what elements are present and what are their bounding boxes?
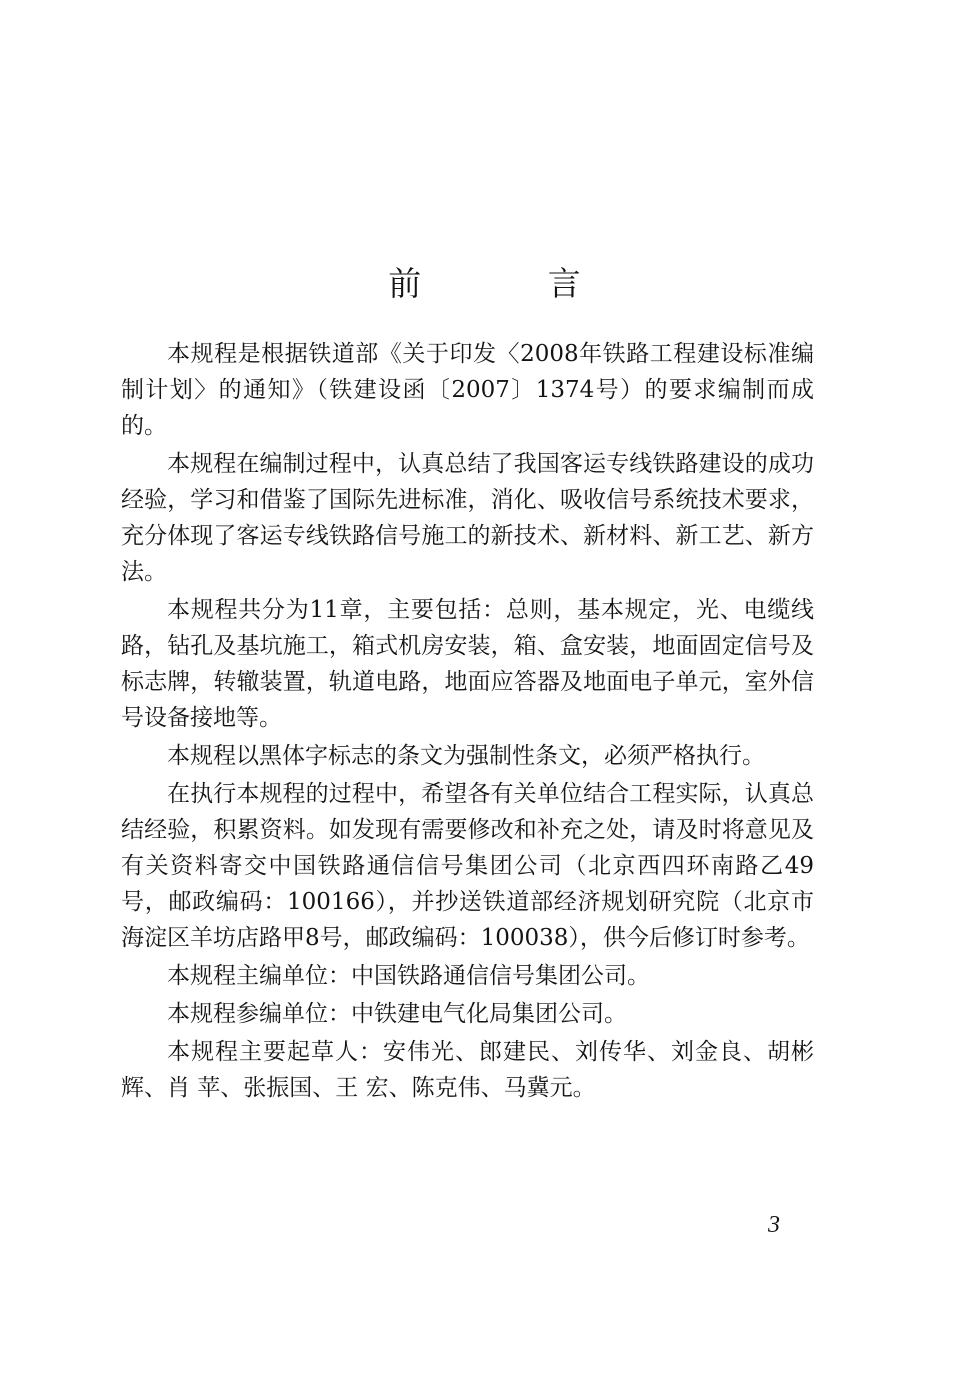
paragraph-feedback: 在执行本规程的过程中，希望各有关单位结合工程实际，认真总结经验，积累资料。如发现有需要修改和补充之处，请及时将意见及有关资料寄交中国铁路通信信号集团公司（北京西四环南路乙49号，邮政编码：100166），并抄送铁道部经济规划研究院（北京市海淀区羊坊店路甲8号，邮政编码：100038），供今后修订时参考。 (121, 781, 814, 951)
paragraph-chapters: 本规程共分为11章，主要包括：总则，基本规定，光、电缆线路，钻孔及基坑施工，箱式机房安装，箱、盒安装，地面固定信号及标志牌，转辙装置，轨道电路，地面应答器及地面电子单元，室外信号设备接地等。 (121, 597, 814, 731)
paragraph-drafters: 本规程主要起草人：安伟光、郎建民、刘传华、刘金良、胡彬辉、肖 苹、张振国、王 宏、陈克伟、马冀元。 (121, 1039, 814, 1101)
preface-body (121, 336, 814, 1106)
paragraph-mandatory: 本规程以黑体字标志的条文为强制性条文，必须严格执行。 (167, 743, 765, 769)
page-title: 前 言 (388, 264, 639, 303)
page-number: 3 (768, 1212, 780, 1238)
paragraph-compilation: 本规程在编制过程中，认真总结了我国客运专线铁路建设的成功经验，学习和借鉴了国际先进标准，消化、吸收信号系统技术要求，充分体现了客运专线铁路信号施工的新技术、新材料、新工艺、新方法。 (121, 451, 814, 585)
paragraph-participating-unit: 本规程参编单位：中铁建电气化局集团公司。 (167, 1001, 627, 1027)
paragraph-basis: 本规程是根据铁道部《关于印发〈2008年铁路工程建设标准编制计划〉的通知》（铁建设函〔2007〕1374号）的要求编制而成的。 (121, 341, 814, 439)
paragraph-chief-editor: 本规程主编单位：中国铁路通信信号集团公司。 (167, 963, 650, 989)
